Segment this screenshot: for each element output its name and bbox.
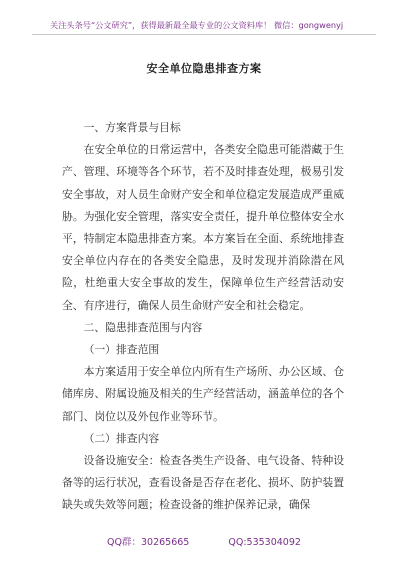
document-title: 安全单位隐患排查方案 xyxy=(146,62,262,75)
document-body xyxy=(62,117,344,517)
footer-contact xyxy=(0,534,408,548)
footer-qq-group: QQ群：30265665 xyxy=(107,537,190,548)
subheading-scope: （一）排查范围 xyxy=(83,343,160,357)
footer-qq-number: QQ:535304092 xyxy=(228,537,301,548)
header-divider xyxy=(32,34,376,35)
section-heading-background: 一、方案背景与目标 xyxy=(83,121,181,134)
paragraph-content: 设备设施安全：检查各类生产设备、电气设备、特种设备等的运行状况，查看设备是否存在老化、损坏、防护装置缺失或失效等问题；检查设备的维护保养记录，确保 xyxy=(62,454,344,512)
paragraph-background: 在安全单位的日常运营中，各类安全隐患可能潜藏于生产、管理、环境等各个环节，若不及时排查处理，极易引发安全事故，对人员生命财产安全和单位稳定发展造成严重威胁。为强化安全管理，落实安全责任，提升单位整体安全水平，特制定本隐患排查方案。本方案旨在全面、系统地排查安全单位内存在的各类安全隐患，及时发现并消除潜在风险，杜绝重大安全事故的发生，保障单位生产经营活动安全、有序进行，确保人员生命财产安全和社会稳定。 xyxy=(62,143,344,312)
header-promo-note: 关注头条号“公文研究”，获得最新最全最专业的公文资料库！ 微信：gongwenyj xyxy=(50,20,344,30)
section-heading-scope: 二、隐患排查范围与内容 xyxy=(83,320,203,334)
paragraph-scope: 本方案适用于安全单位内所有生产场所、办公区域、仓储库房、附属设施及相关的生产经营活动，涵盖单位的各个部门、岗位以及外包作业等环节。 xyxy=(62,365,344,423)
subheading-content: （二）排查内容 xyxy=(83,431,160,445)
